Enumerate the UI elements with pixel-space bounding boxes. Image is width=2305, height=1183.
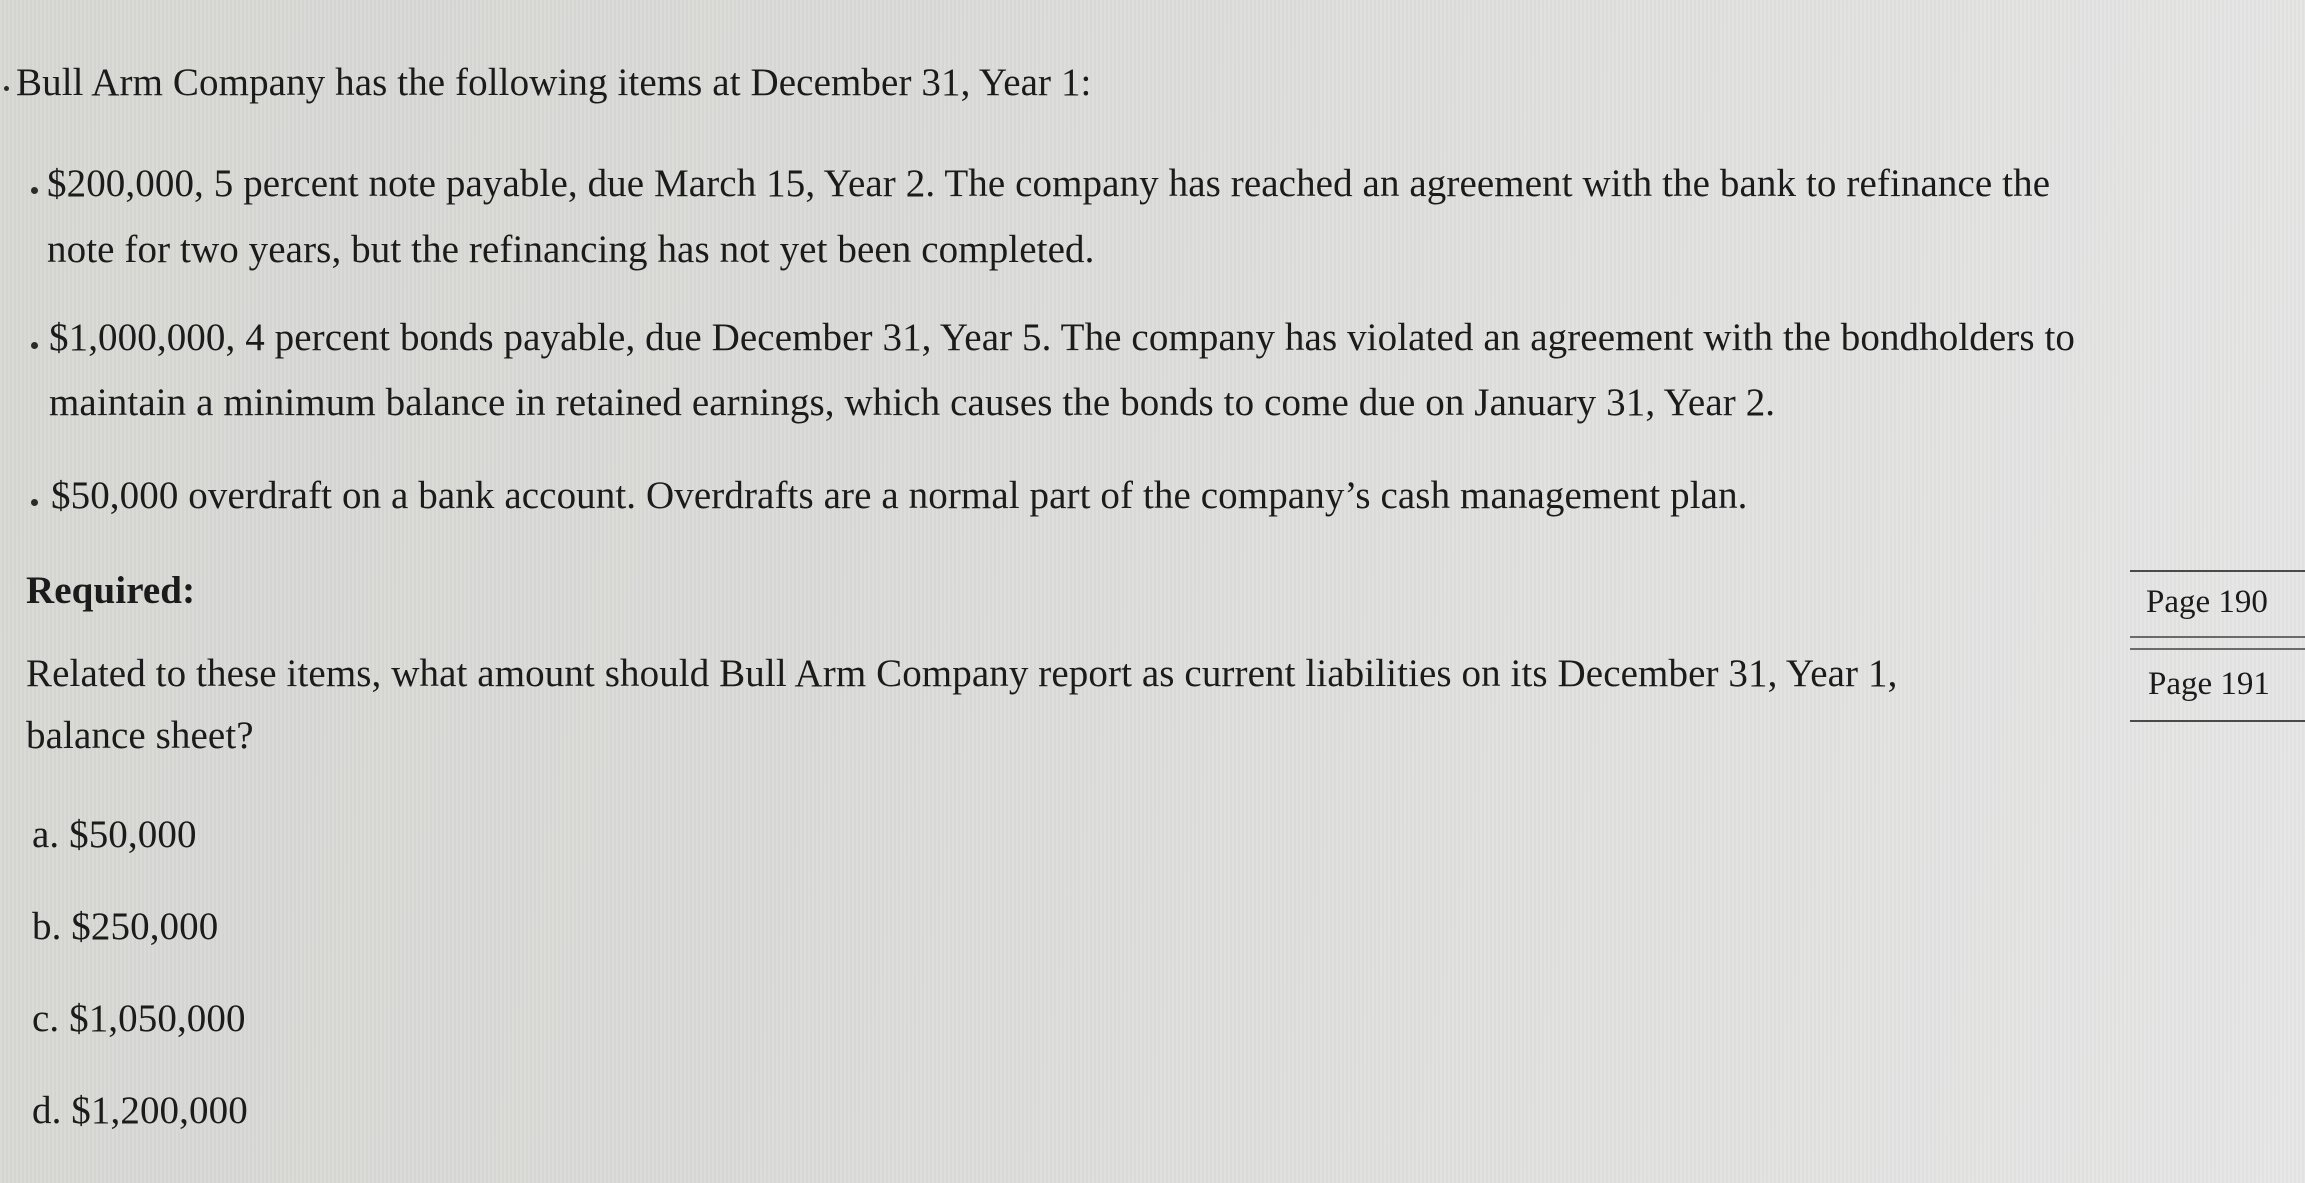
- page-break-rule: [2130, 720, 2305, 722]
- answer-option-b: b. $250,000: [32, 905, 219, 948]
- question-intro: Bull Arm Company has the following items at December 31, Year 1:: [16, 61, 1092, 104]
- answer-option-d: d. $1,200,000: [32, 1089, 248, 1132]
- list-item-bonds-line-2: maintain a minimum balance in retained earnings, which causes the bonds to come due on January 31, Year 2.: [49, 381, 1776, 424]
- list-item-overdraft: $50,000 overdraft on a bank account. Overdrafts are a normal part of the company’s cash management plan.: [51, 474, 1748, 517]
- list-bullet: [31, 499, 38, 506]
- question-number-fragment: [4, 86, 9, 91]
- list-item-bonds-line-1: $1,000,000, 4 percent bonds payable, due December 31, Year 5. The company has violated an agreement with the bondholders to: [49, 316, 2076, 359]
- question-prompt-line-1: Related to these items, what amount should Bull Arm Company report as current liabilities on its December 31, Year 1,: [26, 652, 1898, 695]
- page-number-191: Page 191: [2148, 666, 2270, 702]
- required-heading: Required:: [26, 569, 196, 612]
- list-bullet: [31, 187, 38, 194]
- page-break-rule: [2130, 636, 2305, 638]
- list-item-note-line-1: $200,000, 5 percent note payable, due March 15, Year 2. The company has reached an agreement with the bank to refinance the: [47, 162, 2051, 205]
- list-bullet: [31, 342, 38, 349]
- answer-option-a: a. $50,000: [32, 813, 197, 856]
- page-break-rule: [2130, 570, 2305, 572]
- page-break-rule: [2130, 648, 2305, 650]
- question-prompt-line-2: balance sheet?: [26, 714, 254, 757]
- page-number-190: Page 190: [2146, 584, 2268, 620]
- answer-option-c: c. $1,050,000: [32, 997, 246, 1040]
- list-item-note-line-2: note for two years, but the refinancing has not yet been completed.: [47, 228, 1095, 271]
